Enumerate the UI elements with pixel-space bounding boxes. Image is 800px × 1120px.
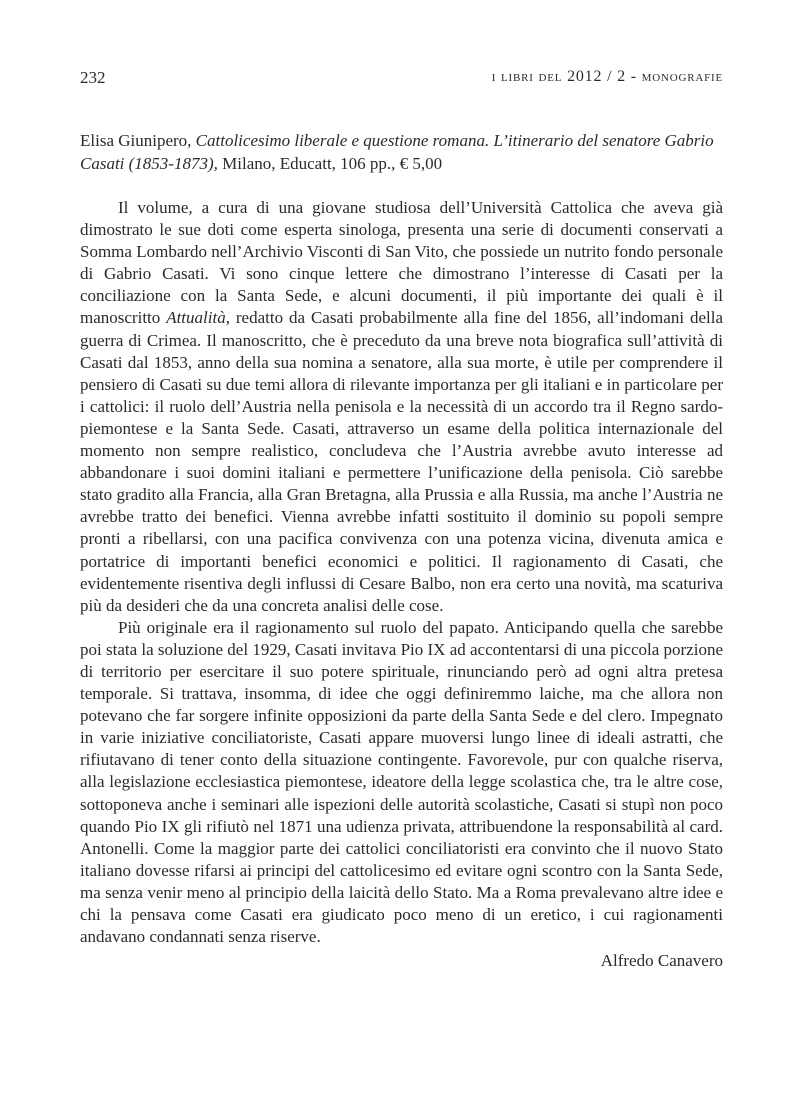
emphasis-attualita: Attualità: [166, 308, 226, 328]
paragraph: [80, 197, 723, 617]
paragraph-text: Il volume, a cura di una giovane studiosa dell’Università Cattolica che aveva già dimostrato le sue doti come esperta sinologa, presenta una serie di documenti conservati a Somma Lombardo nell’Archivio Visconti di San Vito, che possiede un nutrito fondo personale di Gabrio Casati. Vi sono cinque lettere che dimostrano l’interesse di Casati per la conciliazione con la Santa Sede, e alcuni documenti, il più importante dei quali è il manoscritto: [80, 198, 723, 328]
citation-title: Cattolicesimo liberale e questione romana. L’itinerario del senatore Gabrio Casati (1853-1873),: [80, 131, 714, 173]
reviewer-signature: Alfredo Canavero: [600, 951, 723, 971]
running-head: [80, 60, 723, 90]
paragraph-text: , redatto da Casati probabilmente alla fine del 1856, all’indomani della guerra di Crimea. Il manoscritto, che è preceduto da una breve nota biografica sull’attività di Casati dal 1853, anno della sua nomina a senatore, alla sua morte, è utile per comprendere il pensiero di Casati su due temi allora di rilevante importanza per gli italiani e in particolare per i cattolici: il ruolo dell’Austria nella penisola e la necessità di un accordo tra il Regno sardo-piemontese e la Santa Sede. Casati, attraverso un esame della politica internazionale del momento non sempre realistico, concludeva che l’Austria avrebbe avuto interesse ad abbandonare i suoi domini italiani e permettere l’unificazione della penisola. Ciò sarebbe stato gradito alla Francia, alla Gran Bretagna, alla Prussia e alla Russia, ma anche l’Austria ne avrebbe tratto dei benefici. Vienna avrebbe infatti sostituito il dominio su popoli sempre pronti a ribellarsi, con una pacifica convivenza con una potenza vicina, divenuta amica e portatrice di importanti benefici economici e politici. Il ragionamento di Casati, che evidentemente risentiva degli influssi di Cesare Balbo, non era certo una novità, ma scaturiva più da desideri che da una concreta analisi delle cose.: [80, 308, 724, 615]
citation-publication: Milano, Educatt, 106 pp., € 5,00: [222, 153, 443, 173]
paragraph: Più originale era il ragionamento sul ruolo del papato. Anticipando quella che sarebbe poi stata la soluzione del 1929, Casati invitava Pio IX ad accontentarsi di una piccola porzione di territorio per esercitare il suo potere spirituale, rinunciando però ad ogni altra pretesa temporale. Si trattava, insomma, di idee che oggi definiremmo laiche, ma che allora non potevano che far sorgere infinite opposizioni da parte della Santa Sede e del clero. Impegnato in varie iniziative conciliatoriste, Casati appare muoversi lungo linee di ideali astratti, che rifiutavano di tener conto della situazione contingente. Favorevole, pur con qualche riserva, alla legislazione ecclesiastica piemontese, ideatore della legge scolastica che, tra le altre cose, sottoponeva anche i seminari alle ispezioni delle autorità scolastiche, Casati si stupì non poco quando Pio IX gli rifiutò nel 1871 una udienza privata, attribuendone la responsabilità al card. Antonelli. Come la maggior parte dei cattolici conciliatoristi era convinto che il nuovo Stato italiano dovesse rifarsi ai principi del cattolicesimo ed evitare ogni scontro con la Santa Sede, ma senza venir meno al principio della laicità dello Stato. Ma a Roma prevalevano altre idee e chi la pensava come Casati era giudicato poco meno di un eretico, i cui ragionamenti andavano condannati senza riserve.: [80, 617, 723, 947]
series-title: i libri del 2012 / 2 - monografie: [491, 68, 723, 85]
book-citation: [80, 130, 723, 175]
citation-author: Elisa Giunipero,: [80, 131, 192, 150]
page: [80, 60, 723, 971]
page-number: 232: [80, 68, 106, 87]
review-body: [80, 197, 723, 948]
